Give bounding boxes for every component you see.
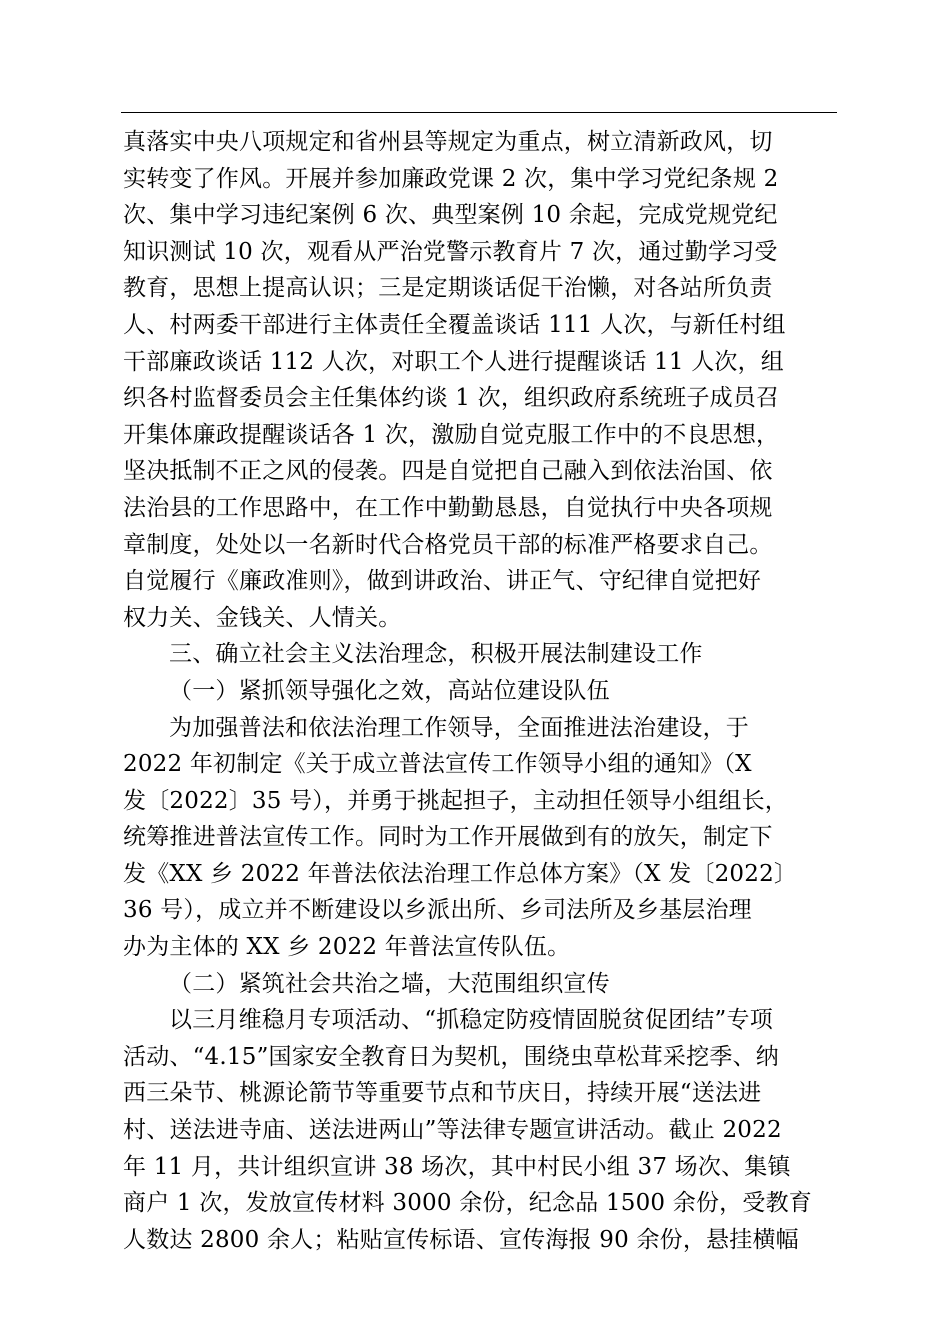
- body-line: 发《XX 乡 2022 年普法依法治理工作总体方案》（X 发〔2022〕: [123, 860, 798, 887]
- body-line: 村、送法进寺庙、送法进两山”等法律专题宣讲活动。截止 2022: [123, 1117, 782, 1144]
- body-line: 2022 年初制定《关于成立普法宣传工作领导小组的通知》（X: [123, 751, 752, 778]
- body-line: 36 号），成立并不断建设以乡派出所、乡司法所及乡基层治理: [123, 897, 752, 924]
- body-line: 法治县的工作思路中，在工作中勤勤恳恳，自觉执行中央各项规: [123, 494, 773, 521]
- body-line: 知识测试 10 次，观看从严治党警示教育片 7 次，通过勤学习受: [123, 238, 778, 265]
- body-line: 实转变了作风。开展并参加廉政党课 2 次，集中学习党纪条规 2: [123, 165, 779, 192]
- body-line: 人、村两委干部进行主体责任全覆盖谈话 111 人次，与新任村组: [123, 311, 786, 338]
- body-line: 干部廉政谈话 112 人次，对职工个人进行提醒谈话 11 人次，组: [123, 348, 785, 375]
- subsection-heading: （一）紧抓领导强化之效，高站位建设队伍: [169, 677, 610, 704]
- body-line: 办为主体的 XX 乡 2022 年普法宣传队伍。: [123, 934, 571, 961]
- body-line: 次、集中学习违纪案例 6 次、典型案例 10 余起，完成党规党纪: [123, 202, 778, 229]
- body-line: 教育，思想上提高认识；三是定期谈话促干治懒，对各站所负责: [123, 275, 773, 302]
- body-line: 商户 1 次，发放宣传材料 3000 余份，纪念品 1500 余份，受教育: [123, 1190, 812, 1217]
- body-line: 人数达 2800 余人；粘贴宣传标语、宣传海报 90 余份，悬挂横幅: [123, 1226, 799, 1253]
- body-line: 以三月维稳月专项活动、“抓稳定防疫情固脱贫促团结”专项: [169, 1007, 773, 1034]
- section-heading: 三、确立社会主义法治理念，积极开展法制建设工作: [169, 641, 703, 668]
- header-rule: [121, 112, 837, 113]
- document-body: [123, 124, 839, 1258]
- body-line: 发〔2022〕35 号），并勇于挑起担子，主动担任领导小组组长，: [123, 787, 789, 814]
- body-line: 织各村监督委员会主任集体约谈 1 次，组织政府系统班子成员召: [123, 385, 780, 412]
- body-line: 坚决抵制不正之风的侵袭。四是自觉把自己融入到依法治国、依: [123, 458, 773, 485]
- subsection-heading: （二）紧筑社会共治之墙，大范围组织宣传: [169, 970, 610, 997]
- body-line: 自觉履行《廉政准则》，做到讲政治、讲正气、守纪律自觉把好: [123, 568, 762, 595]
- body-line: 西三朵节、桃源论箭节等重要节点和节庆日，持续开展“送法进: [123, 1080, 762, 1107]
- body-line: 统筹推进普法宣传工作。同时为工作开展做到有的放矢，制定下: [123, 824, 773, 851]
- body-line: 权力关、金钱关、人情关。: [123, 604, 402, 631]
- body-line: 活动、“4.15”国家安全教育日为契机，围绕虫草松茸采挖季、纳: [123, 1043, 779, 1070]
- body-line: 真落实中央八项规定和省州县等规定为重点，树立清新政风，切: [123, 129, 773, 155]
- body-line: 为加强普法和依法治理工作领导，全面推进法治建设，于: [169, 714, 749, 741]
- body-line: 开集体廉政提醒谈话各 1 次，激励自觉克服工作中的不良思想，: [123, 421, 780, 448]
- body-line: 章制度，处处以一名新时代合格党员干部的标准严格要求自己。: [123, 531, 773, 558]
- body-line: 年 11 月，共计组织宣讲 38 场次，其中村民小组 37 场次、集镇: [123, 1153, 791, 1180]
